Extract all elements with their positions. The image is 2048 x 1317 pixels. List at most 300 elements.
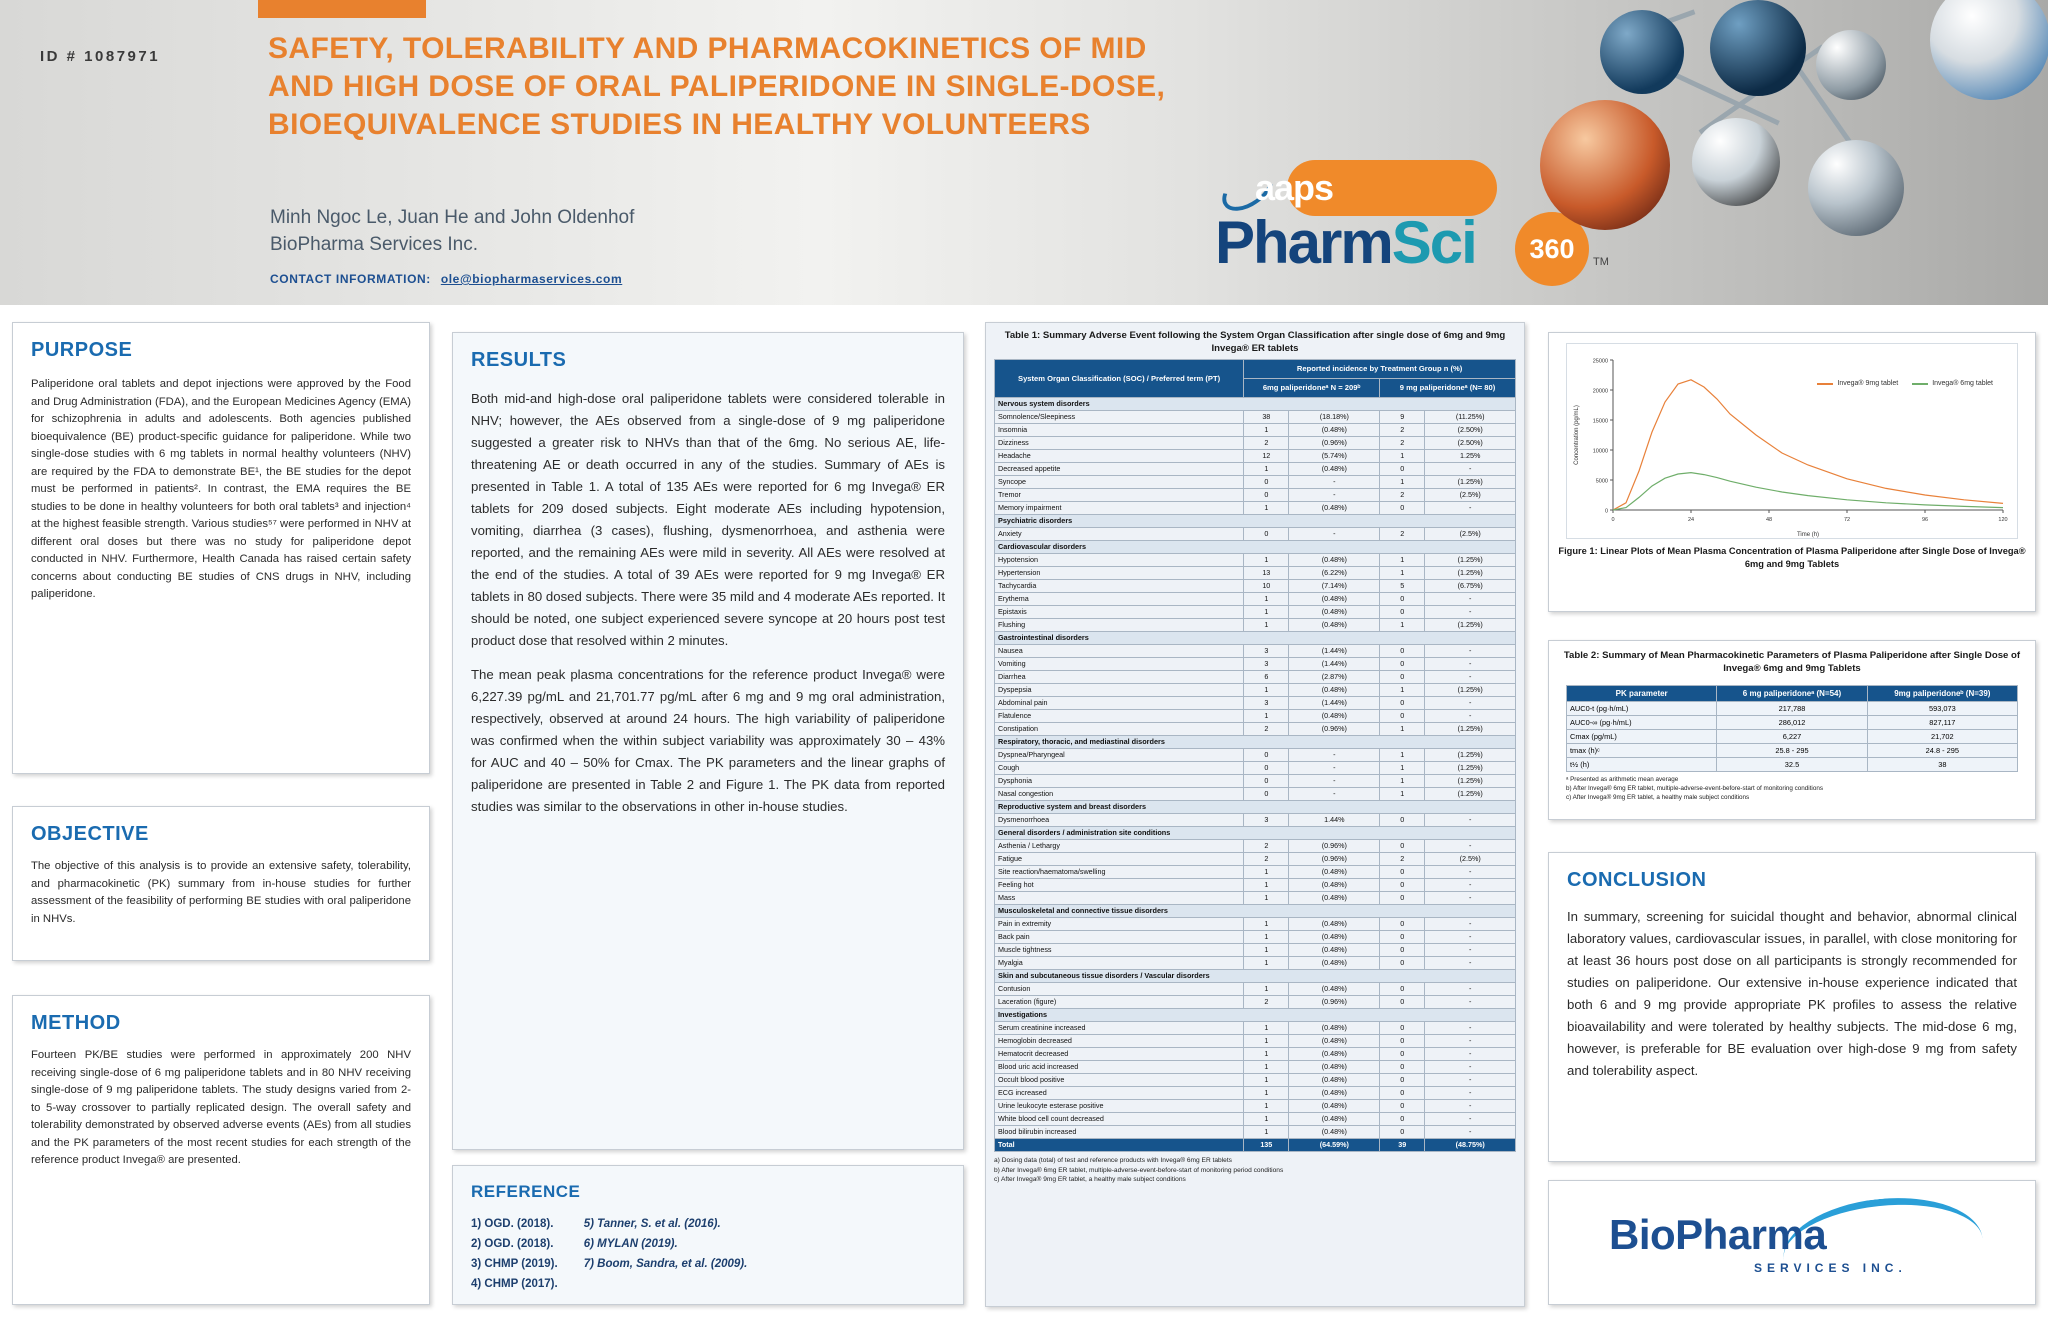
results-paragraph-1: Both mid-and high-dose oral paliperidone tablets were considered tolerable in NHV; however, the AEs observed from a single-dose of 9 mg paliperidone suggested a greater risk to NHVs than that of the 6mg. No serious AE, life-threatening AE or death occurred in any of the studies. Summary of AEs is presented in Table 1. A total of 135 AEs were reported for 6 mg Invega® ER tablets for 209 dosed subjects. Eight moderate AEs including hypotension, vomiting, diarrhea (3 cases), flushing, dysmenorrhoea, and asthenia were reported, and the remaining AEs were mild in severity. All AEs were resolved at the end of the studies. A total of 39 AEs were reported for 9 mg Invega® ER tablets in 80 dosed subjects. There were 35 mild and 4 moderate AEs reported. It should be noted, one subject experienced severe syncope at 20 hours post test product dose that resolved within 2 minutes. bbox=[471, 391, 945, 648]
table-cell: 1 bbox=[1244, 606, 1289, 619]
svg-text:5000: 5000 bbox=[1595, 478, 1608, 485]
table-cell: - bbox=[1425, 866, 1516, 879]
table-row bbox=[995, 879, 1516, 892]
table-cell: (0.48%) bbox=[1289, 1126, 1380, 1139]
table-cell: 0 bbox=[1380, 502, 1425, 515]
table-cell: (2.5%) bbox=[1425, 489, 1516, 502]
table-cell: 1 bbox=[1380, 723, 1425, 736]
table-cell: - bbox=[1425, 1061, 1516, 1074]
page-title: SAFETY, TOLERABILITY AND PHARMACOKINETICS OF MID AND HIGH DOSE OF ORAL PALIPERIDONE IN SINGLE-DOSE, BIOEQUIVALENCE STUDIES IN HEALTHY VOLUNTEERS bbox=[268, 32, 1166, 141]
table-cell: (48.75%) bbox=[1425, 1139, 1516, 1152]
table-cell: - bbox=[1289, 528, 1380, 541]
table-cell: 0 bbox=[1380, 1126, 1425, 1139]
table-cell: (0.48%) bbox=[1289, 931, 1380, 944]
table-cell: 9 bbox=[1380, 411, 1425, 424]
table-cell: 5 bbox=[1380, 580, 1425, 593]
table-cell: (0.48%) bbox=[1289, 1048, 1380, 1061]
table-cell: 2 bbox=[1380, 489, 1425, 502]
table-row bbox=[995, 788, 1516, 801]
contact-email-link[interactable]: ole@biopharmaservices.com bbox=[440, 272, 623, 286]
table-cell: (0.96%) bbox=[1289, 437, 1380, 450]
figure1-plot bbox=[1566, 343, 2018, 539]
table-cell: 1 bbox=[1380, 775, 1425, 788]
table-cell: 0 bbox=[1380, 606, 1425, 619]
table-cell: 1 bbox=[1244, 463, 1289, 476]
table-cell: (18.18%) bbox=[1289, 411, 1380, 424]
table-cell: 1 bbox=[1244, 1022, 1289, 1035]
table-cell: (0.48%) bbox=[1289, 593, 1380, 606]
table-cell: 1 bbox=[1244, 1100, 1289, 1113]
table2-col-9mg: 9mg paliperidoneᵇ (N=39) bbox=[1867, 686, 2017, 702]
table-row bbox=[995, 1113, 1516, 1126]
table-cell: Total bbox=[995, 1139, 1244, 1152]
table-row bbox=[995, 515, 1516, 528]
table-cell: Constipation bbox=[995, 723, 1244, 736]
table-cell: Cough bbox=[995, 762, 1244, 775]
table-cell: 1.25% bbox=[1425, 450, 1516, 463]
table-cell: (1.25%) bbox=[1425, 619, 1516, 632]
table-cell: (0.96%) bbox=[1289, 853, 1380, 866]
table-cell: 0 bbox=[1380, 1087, 1425, 1100]
results-title: RESULTS bbox=[471, 349, 567, 371]
table-cell: 1 bbox=[1380, 749, 1425, 762]
table-cell: Myalgia bbox=[995, 957, 1244, 970]
table1-soc-row: General disorders / administration site conditions bbox=[995, 827, 1516, 840]
table-cell: Decreased appetite bbox=[995, 463, 1244, 476]
table-cell: 1 bbox=[1380, 554, 1425, 567]
svg-text:Time (h): Time (h) bbox=[1796, 532, 1820, 538]
table-cell: 10 bbox=[1244, 580, 1289, 593]
table-cell: 1 bbox=[1244, 957, 1289, 970]
table-row bbox=[995, 645, 1516, 658]
table-row bbox=[995, 450, 1516, 463]
table-cell: (2.50%) bbox=[1425, 437, 1516, 450]
table-row bbox=[995, 1035, 1516, 1048]
table-cell: 0 bbox=[1380, 983, 1425, 996]
table-row bbox=[995, 853, 1516, 866]
table-cell: 3 bbox=[1244, 658, 1289, 671]
table-cell: Contusion bbox=[995, 983, 1244, 996]
table2-col-param: PK parameter bbox=[1567, 686, 1717, 702]
molecule-sphere bbox=[1692, 118, 1780, 206]
table-cell: (2.5%) bbox=[1425, 853, 1516, 866]
poster-id: ID # 1087971 bbox=[40, 48, 161, 65]
table-cell: Diarrhea bbox=[995, 671, 1244, 684]
section-method bbox=[12, 995, 430, 1305]
table1-soc-row: Respiratory, thoracic, and mediastinal disorders bbox=[995, 736, 1516, 749]
table-cell: (0.48%) bbox=[1289, 606, 1380, 619]
svg-text:20000: 20000 bbox=[1592, 388, 1608, 395]
section-purpose bbox=[12, 322, 430, 774]
table-cell: 3 bbox=[1244, 645, 1289, 658]
table-cell: - bbox=[1425, 1074, 1516, 1087]
table-cell: 3 bbox=[1244, 697, 1289, 710]
table-cell: 0 bbox=[1380, 645, 1425, 658]
table-cell: 0 bbox=[1380, 996, 1425, 1009]
table-cell: - bbox=[1425, 1126, 1516, 1139]
section-conclusion bbox=[1548, 852, 2036, 1162]
table-cell: 25.8 - 295 bbox=[1717, 744, 1867, 758]
table-cell: (0.48%) bbox=[1289, 983, 1380, 996]
table-cell: (0.48%) bbox=[1289, 1022, 1380, 1035]
table-cell: 593,073 bbox=[1867, 702, 2017, 716]
table-row bbox=[995, 957, 1516, 970]
table-cell: 1 bbox=[1380, 762, 1425, 775]
table-cell: 1 bbox=[1244, 983, 1289, 996]
table-cell: - bbox=[1425, 645, 1516, 658]
table-cell: Dysphonia bbox=[995, 775, 1244, 788]
table-cell: (0.48%) bbox=[1289, 1087, 1380, 1100]
reference-column-2 bbox=[584, 1214, 748, 1294]
table-cell: 1 bbox=[1244, 1087, 1289, 1100]
table-cell: Abdominal pain bbox=[995, 697, 1244, 710]
pharmsci-wordmark bbox=[1215, 208, 1476, 277]
reference-item: 6) MYLAN (2019). bbox=[583, 1238, 678, 1250]
table-cell: 0 bbox=[1380, 1035, 1425, 1048]
table-row bbox=[995, 1087, 1516, 1100]
table-cell: (1.25%) bbox=[1425, 723, 1516, 736]
sci-word: Sci bbox=[1391, 209, 1476, 276]
biopharma-logo bbox=[1549, 1181, 2035, 1304]
conclusion-body: In summary, screening for suicidal thought and behavior, abnormal clinical laboratory values, cardiovascular issues, in parallel, with close monitoring for at least 36 hours post dose on all participants is strongly recommended for studies on paliperidone. Our extensive in-house experience indicated that both 6 and 9 mg provide appropriate PK profiles to assess the relative bioavailability and were tolerated by healthy subjects. The mid-dose 6 mg, however, is preferable for BE evaluation over high-dose 9 mg from safety and tolerability aspect. bbox=[1567, 909, 2017, 1078]
table-row bbox=[1567, 744, 2018, 758]
table-cell: Headache bbox=[995, 450, 1244, 463]
table1-soc-row: Nervous system disorders bbox=[995, 398, 1516, 411]
reference-title: REFERENCE bbox=[471, 1182, 581, 1201]
table-cell: Insomnia bbox=[995, 424, 1244, 437]
objective-body: The objective of this analysis is to provide an extensive safety, tolerability, and pharmacokinetic (PK) summary from in-house studies for further assessment of the feasibility of performing BE studies with oral paliperidone in NHVs. bbox=[31, 860, 411, 925]
purpose-title: PURPOSE bbox=[31, 339, 133, 361]
table-row bbox=[995, 1009, 1516, 1022]
table-cell: 1 bbox=[1244, 554, 1289, 567]
table-cell: 32.5 bbox=[1717, 758, 1867, 772]
table-cell: (0.48%) bbox=[1289, 424, 1380, 437]
table-cell: (1.44%) bbox=[1289, 658, 1380, 671]
table-row bbox=[995, 970, 1516, 983]
table-cell: 0 bbox=[1380, 671, 1425, 684]
table-row bbox=[995, 411, 1516, 424]
table1-soc-row: Cardiovascular disorders bbox=[995, 541, 1516, 554]
table-row bbox=[995, 931, 1516, 944]
table-cell: 217,788 bbox=[1717, 702, 1867, 716]
table-cell: 0 bbox=[1380, 840, 1425, 853]
svg-text:25000: 25000 bbox=[1592, 358, 1608, 365]
table-cell: (1.25%) bbox=[1425, 554, 1516, 567]
table-row bbox=[995, 437, 1516, 450]
table-cell: - bbox=[1425, 918, 1516, 931]
table-cell: 2 bbox=[1380, 528, 1425, 541]
table-cell: 0 bbox=[1380, 593, 1425, 606]
table1-soc-row: Psychiatric disorders bbox=[995, 515, 1516, 528]
table-cell: (0.48%) bbox=[1289, 1074, 1380, 1087]
table-cell: Syncope bbox=[995, 476, 1244, 489]
table-cell: (1.25%) bbox=[1425, 684, 1516, 697]
table-row bbox=[995, 749, 1516, 762]
table-row bbox=[995, 1022, 1516, 1035]
table-cell: (0.96%) bbox=[1289, 723, 1380, 736]
table-row bbox=[995, 944, 1516, 957]
table-cell: 1 bbox=[1244, 424, 1289, 437]
table-cell: 0 bbox=[1244, 528, 1289, 541]
table-cell: Hypotension bbox=[995, 554, 1244, 567]
table-row bbox=[995, 1126, 1516, 1139]
table-cell: - bbox=[1425, 892, 1516, 905]
table-cell: 2 bbox=[1380, 853, 1425, 866]
table-cell: 2 bbox=[1244, 996, 1289, 1009]
table-cell: - bbox=[1425, 931, 1516, 944]
table-cell: 13 bbox=[1244, 567, 1289, 580]
table-row bbox=[995, 619, 1516, 632]
table-cell: (11.25%) bbox=[1425, 411, 1516, 424]
table-row bbox=[995, 424, 1516, 437]
table-cell: 39 bbox=[1380, 1139, 1425, 1152]
table-cell: (64.59%) bbox=[1289, 1139, 1380, 1152]
table-cell: Occult blood positive bbox=[995, 1074, 1244, 1087]
table-row bbox=[995, 463, 1516, 476]
table-cell: AUC0-t (pg·h/mL) bbox=[1567, 702, 1717, 716]
table-cell: 1.44% bbox=[1289, 814, 1380, 827]
biopharma-wordmark: BioPharma bbox=[1609, 1211, 1827, 1258]
table-cell: Feeling hot bbox=[995, 879, 1244, 892]
table-cell: (1.25%) bbox=[1425, 567, 1516, 580]
table1-head bbox=[995, 360, 1516, 398]
table-cell: (0.96%) bbox=[1289, 996, 1380, 1009]
badge-360: 360 bbox=[1515, 212, 1589, 286]
table-row bbox=[995, 593, 1516, 606]
table-row bbox=[995, 398, 1516, 411]
table-row bbox=[1567, 716, 2018, 730]
table-cell: Serum creatinine increased bbox=[995, 1022, 1244, 1035]
table-cell: (0.48%) bbox=[1289, 1035, 1380, 1048]
reference-item: 3) CHMP (2019). bbox=[471, 1258, 558, 1270]
table-cell: 0 bbox=[1380, 931, 1425, 944]
table-cell: 0 bbox=[1380, 944, 1425, 957]
table-cell: (2.50%) bbox=[1425, 424, 1516, 437]
table-row bbox=[995, 697, 1516, 710]
table-cell: 1 bbox=[1244, 879, 1289, 892]
table-cell: 6,227 bbox=[1717, 730, 1867, 744]
table-row bbox=[995, 996, 1516, 1009]
table-cell: (0.48%) bbox=[1289, 1061, 1380, 1074]
header-accent-bar bbox=[258, 0, 426, 18]
table-row bbox=[995, 658, 1516, 671]
table-cell: - bbox=[1425, 1100, 1516, 1113]
table-cell: 1 bbox=[1380, 684, 1425, 697]
reference-item: 5) Tanner, S. et al. (2016). bbox=[583, 1218, 721, 1230]
table-row bbox=[995, 1074, 1516, 1087]
table-cell: Cmax (pg/mL) bbox=[1567, 730, 1717, 744]
table-cell: (1.44%) bbox=[1289, 645, 1380, 658]
poster-header bbox=[0, 0, 2048, 305]
table1-caption: Table 1: Summary Adverse Event following the System Organ Classification after single dose of 6mg and 9mg Invega® ER tablets bbox=[1004, 330, 1506, 354]
table-row bbox=[995, 814, 1516, 827]
table-row bbox=[995, 489, 1516, 502]
conclusion-title: CONCLUSION bbox=[1567, 869, 1707, 891]
table-cell: 1 bbox=[1380, 619, 1425, 632]
table-cell: (1.25%) bbox=[1425, 762, 1516, 775]
table-cell: (0.96%) bbox=[1289, 840, 1380, 853]
table-cell: - bbox=[1289, 762, 1380, 775]
table-cell: 0 bbox=[1244, 762, 1289, 775]
table-cell: (6.75%) bbox=[1425, 580, 1516, 593]
table-cell: 0 bbox=[1380, 879, 1425, 892]
table-cell: (0.48%) bbox=[1289, 1100, 1380, 1113]
trademark-mark: TM bbox=[1593, 256, 1609, 268]
table-cell: Hemoglobin decreased bbox=[995, 1035, 1244, 1048]
table-cell: 38 bbox=[1867, 758, 2017, 772]
table-row bbox=[1567, 730, 2018, 744]
molecule-sphere bbox=[1930, 0, 2048, 100]
table-cell: 0 bbox=[1244, 476, 1289, 489]
table-cell: 1 bbox=[1244, 1074, 1289, 1087]
table-cell: - bbox=[1425, 957, 1516, 970]
objective-title: OBJECTIVE bbox=[31, 823, 149, 845]
table-cell: 286,012 bbox=[1717, 716, 1867, 730]
table-cell: Blood uric acid increased bbox=[995, 1061, 1244, 1074]
figure1-caption: Figure 1: Linear Plots of Mean Plasma Concentration of Plasma Paliperidone after Single Dose of Invega® 6mg and 9mg Tablets bbox=[1558, 546, 2026, 569]
table-cell: 1 bbox=[1380, 567, 1425, 580]
table1-soc-row: Skin and subcutaneous tissue disorders / Vascular disorders bbox=[995, 970, 1516, 983]
molecule-sphere bbox=[1808, 140, 1904, 236]
table-cell: (6.22%) bbox=[1289, 567, 1380, 580]
table-cell: 0 bbox=[1380, 918, 1425, 931]
table-cell: Nasal congestion bbox=[995, 788, 1244, 801]
table-cell: - bbox=[1289, 775, 1380, 788]
legend-label: Invega® 6mg tablet bbox=[1932, 380, 1993, 387]
table-row bbox=[995, 1100, 1516, 1113]
table-cell: White blood cell count decreased bbox=[995, 1113, 1244, 1126]
table1-col-6mg: 6mg paliperidoneᵃ N = 209ᵇ bbox=[1244, 379, 1380, 398]
table-cell: AUC0-∞ (pg·h/mL) bbox=[1567, 716, 1717, 730]
table-row bbox=[995, 866, 1516, 879]
table-cell: 0 bbox=[1380, 1113, 1425, 1126]
table-cell: Urine leukocyte esterase positive bbox=[995, 1100, 1244, 1113]
svg-text:120: 120 bbox=[1998, 517, 2008, 523]
table-cell: 1 bbox=[1244, 1126, 1289, 1139]
legend-item-6mg bbox=[1912, 380, 1993, 387]
reference-item: 4) CHMP (2017). bbox=[471, 1278, 558, 1290]
purpose-body: Paliperidone oral tablets and depot injections were approved by the Food and Drug Administration (FDA), and the European Medicines Agency (EMA) for schizophrenia in adults and adolescents. Both agencies published bioequivalence (BE) product-specific guidance for paliperidone. While two single-dose studies with 6 mg tablets in normal healthy volunteers (NHV) are required by the FDA to demonstrate BE¹, the BE studies for the depot must be performed in patients². In contrast, the EMA requires the BE studies to be done in healthy volunteers for both oral tablets³ and injection⁴ at the highest feasible strength. Various studies⁵⁷ were performed in NHV at different oral doses but there was no study for paliperidone depot conducted in NHV. Furthermore, Health Canada has raised certain safety concerns about conducting BE studies of CNS drugs in NHV, including paliperidone. bbox=[31, 378, 411, 600]
biopharma-subtitle: SERVICES INC. bbox=[1754, 1261, 1907, 1275]
reference-columns bbox=[471, 1214, 945, 1294]
contact-label: CONTACT INFORMATION: bbox=[270, 272, 431, 286]
table-cell: (0.48%) bbox=[1289, 502, 1380, 515]
section-table2 bbox=[1548, 640, 2036, 820]
table2-body bbox=[1567, 702, 2018, 772]
table-row bbox=[995, 684, 1516, 697]
table-cell: - bbox=[1425, 944, 1516, 957]
aaps-wordmark: aaps bbox=[1255, 167, 1334, 208]
table-row bbox=[995, 671, 1516, 684]
table-cell: 0 bbox=[1380, 658, 1425, 671]
table-row bbox=[995, 710, 1516, 723]
table-cell: - bbox=[1425, 593, 1516, 606]
table-cell: 2 bbox=[1244, 853, 1289, 866]
svg-text:24: 24 bbox=[1687, 517, 1695, 523]
table-cell: Dyspepsia bbox=[995, 684, 1244, 697]
table-cell: - bbox=[1425, 671, 1516, 684]
reference-item: 1) OGD. (2018). bbox=[471, 1218, 554, 1230]
table-cell: 0 bbox=[1380, 710, 1425, 723]
table-row bbox=[995, 892, 1516, 905]
table-cell: (0.48%) bbox=[1289, 710, 1380, 723]
section-results bbox=[452, 332, 964, 1150]
table-cell: 1 bbox=[1380, 476, 1425, 489]
table-row bbox=[995, 736, 1516, 749]
footnote: b) After Invega® 6mg ER tablet, multiple-adverse-event-before-start of monitoring period conditions bbox=[994, 1166, 1284, 1174]
footnote: a) Dosing data (total) of test and reference products with Invega® 6mg ER tablets bbox=[994, 1157, 1232, 1164]
table-cell: Back pain bbox=[995, 931, 1244, 944]
table-cell: (0.48%) bbox=[1289, 554, 1380, 567]
table-cell: - bbox=[1425, 606, 1516, 619]
table-cell: Laceration (figure) bbox=[995, 996, 1244, 1009]
table-cell: (1.25%) bbox=[1425, 775, 1516, 788]
table-cell: 2 bbox=[1244, 723, 1289, 736]
table2-caption: Table 2: Summary of Mean Pharmacokinetic Parameters of Plasma Paliperidone after Single Dose of Invega® 6mg and 9mg Tablets bbox=[1563, 650, 2021, 674]
figure1-legend bbox=[1817, 380, 1993, 387]
table1-footnotes bbox=[986, 1152, 1524, 1185]
table-cell: Flushing bbox=[995, 619, 1244, 632]
table-cell: (0.48%) bbox=[1289, 619, 1380, 632]
table-cell: Muscle tightness bbox=[995, 944, 1244, 957]
table-cell: 1 bbox=[1244, 892, 1289, 905]
table-row bbox=[995, 918, 1516, 931]
table-cell: (0.48%) bbox=[1289, 957, 1380, 970]
table-row bbox=[995, 827, 1516, 840]
svg-text:15000: 15000 bbox=[1592, 418, 1608, 425]
table-cell: (0.48%) bbox=[1289, 463, 1380, 476]
table1-col-9mg: 9 mg paliperidoneᵃ (N= 80) bbox=[1380, 379, 1516, 398]
table-cell: - bbox=[1425, 1035, 1516, 1048]
table-cell: 0 bbox=[1380, 866, 1425, 879]
table-cell: Blood bilirubin increased bbox=[995, 1126, 1244, 1139]
affiliation: BioPharma Services Inc. bbox=[270, 234, 479, 255]
table-cell: 1 bbox=[1244, 502, 1289, 515]
table-row bbox=[995, 476, 1516, 489]
molecule-sphere bbox=[1710, 0, 1806, 96]
table1-soc-row: Reproductive system and breast disorders bbox=[995, 801, 1516, 814]
table-cell: Erythema bbox=[995, 593, 1244, 606]
table1-soc-row: Gastrointestinal disorders bbox=[995, 632, 1516, 645]
table-cell: (1.25%) bbox=[1425, 476, 1516, 489]
table1-soc-row: Musculoskeletal and connective tissue disorders bbox=[995, 905, 1516, 918]
section-objective bbox=[12, 806, 430, 961]
table-cell: - bbox=[1425, 814, 1516, 827]
pk-parameters-table bbox=[1566, 685, 2018, 772]
results-paragraph-2: The mean peak plasma concentrations for the reference product Invega® were 6,227.39 pg/mL and 21,701.77 pg/mL after 6 mg and 9 mg oral administration, respectively, observed at around 24 hours. The high variability of paliperidone was confirmed when the within subject variability was approximately 30 – 43% for AUC and 40 – 50% for Cmax. The PK parameters and the linear graphs of paliperidone are presented in Table 2 and Figure 1. The PK data from reported studies was similar to the observations in other in-house studies. bbox=[471, 667, 945, 814]
pharm-word: Pharm bbox=[1215, 209, 1392, 276]
table-cell: (0.48%) bbox=[1289, 879, 1380, 892]
table-cell: - bbox=[1425, 697, 1516, 710]
table-cell: 12 bbox=[1244, 450, 1289, 463]
table-row bbox=[995, 502, 1516, 515]
table-cell: 1 bbox=[1244, 1048, 1289, 1061]
table-cell: 2 bbox=[1244, 840, 1289, 853]
table-row bbox=[995, 801, 1516, 814]
reference-item: 7) Boom, Sandra, et al. (2009). bbox=[583, 1258, 748, 1270]
table-cell: 1 bbox=[1380, 450, 1425, 463]
footnote: ᵃ Presented as arithmetic mean average bbox=[1566, 776, 1679, 783]
table-cell: 827,117 bbox=[1867, 716, 2017, 730]
table-cell: - bbox=[1289, 788, 1380, 801]
table-cell: - bbox=[1425, 502, 1516, 515]
table-cell: 0 bbox=[1380, 1061, 1425, 1074]
method-body: Fourteen PK/BE studies were performed in approximately 200 NHV receiving single-dose of 6 mg paliperidone tablets and in 80 NHV receiving single-dose of 9 mg paliperidone tablets. The study designs varied from 2- to 5-way crossover to partially replicated design. The overall safety and tolerability demonstrated by observed adverse events (AEs) from all studies and the PK parameters of the most recent studies for each strength of the reference product Invega® are presented. bbox=[31, 1049, 411, 1166]
legend-label: Invega® 9mg tablet bbox=[1837, 380, 1899, 387]
table-cell: (5.74%) bbox=[1289, 450, 1380, 463]
section-sponsor-logo bbox=[1548, 1180, 2036, 1305]
table-cell: (0.48%) bbox=[1289, 944, 1380, 957]
